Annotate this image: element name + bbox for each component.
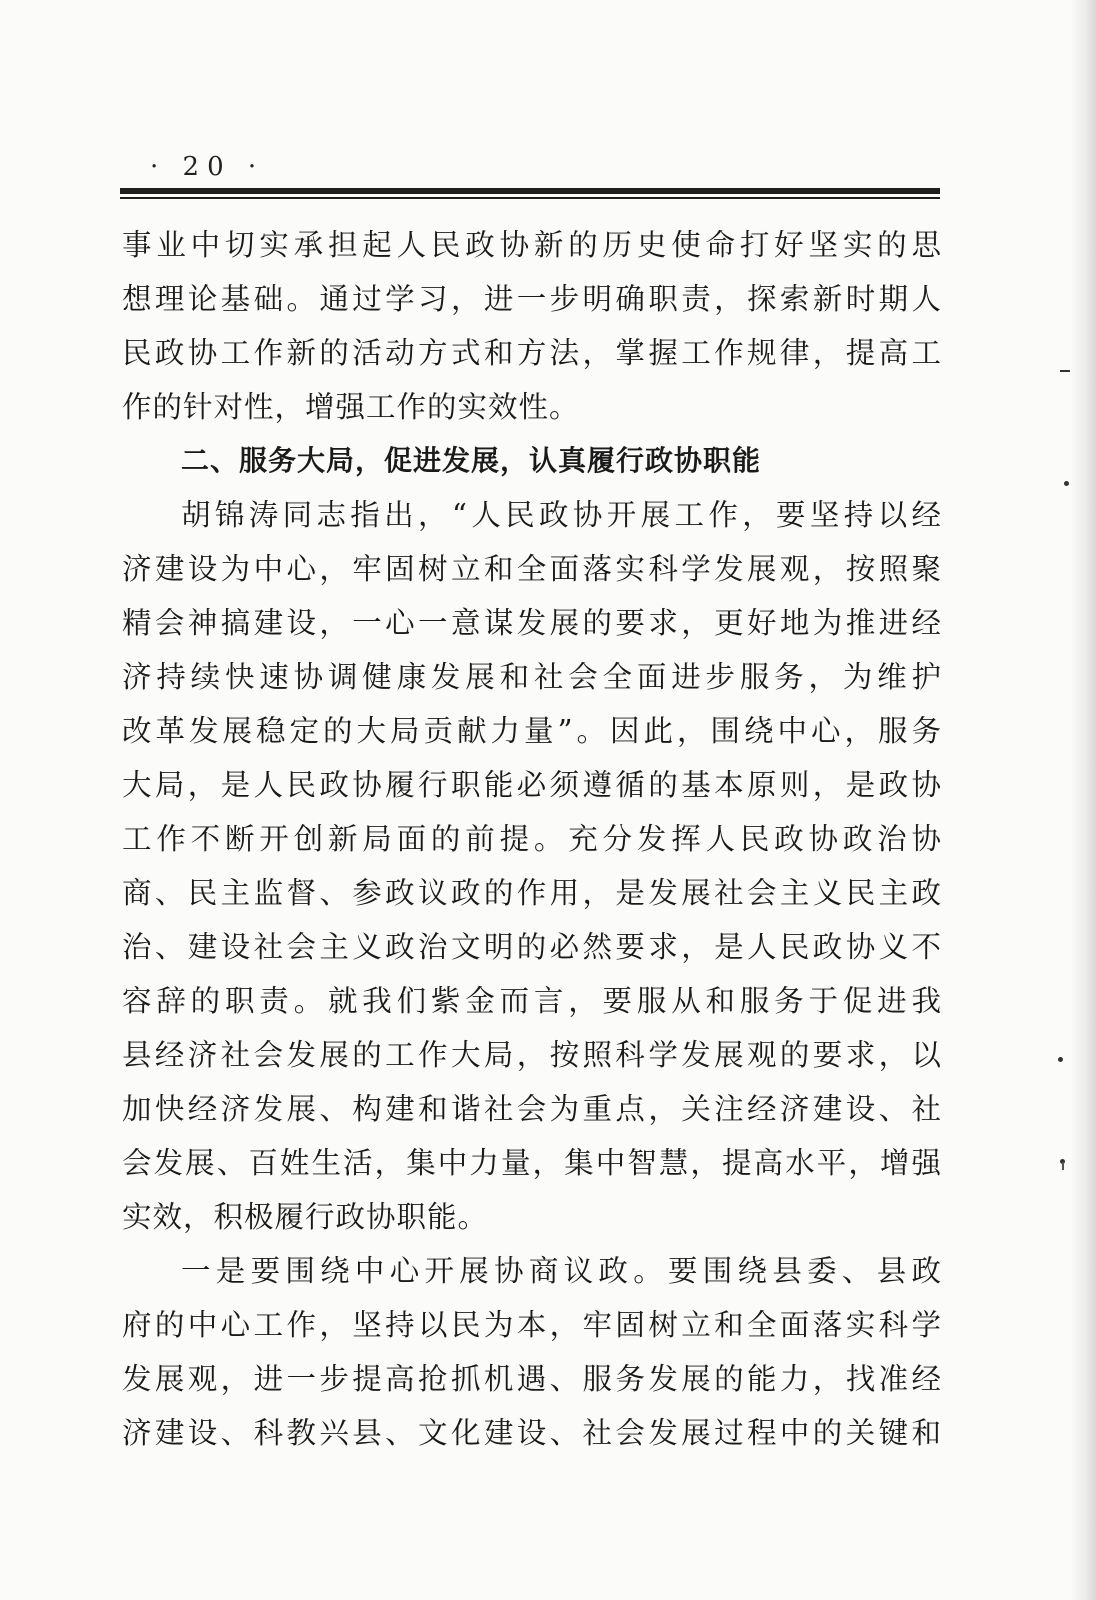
text-line: 实效，积极履行政协职能。: [122, 1200, 489, 1234]
scan-mark: [1062, 1162, 1064, 1170]
text-line: 民政协工作新的活动方式和方法，掌握工作规律，提高工: [122, 336, 942, 370]
text-line: 想理论基础。通过学习，进一步明确职责，探索新时期人: [122, 282, 942, 316]
text-line: 县经济社会发展的工作大局，按照科学发展观的要求，以: [122, 1038, 942, 1072]
page-edge-shadow: [1070, 0, 1096, 1600]
body-text: [122, 218, 942, 1460]
text-line: 容辞的职责。就我们紫金而言，要服从和服务于促进我: [122, 984, 942, 1018]
text-line: 会发展、百姓生活，集中力量，集中智慧，提高水平，增强: [122, 1146, 942, 1180]
section-heading: 二、服务大局，促进发展，认真履行政协职能: [181, 444, 762, 477]
text-line: 商、民主监督、参政议政的作用，是发展社会主义民主政: [122, 876, 942, 910]
text-line: 济建设、科教兴县、文化建设、社会发展过程中的关键和: [122, 1416, 942, 1450]
text-line: 作的针对性，增强工作的实效性。: [122, 390, 580, 424]
text-line: 大局，是人民政协履行职能必须遵循的基本原则，是政协: [122, 768, 942, 802]
text-line: 胡锦涛同志指出，“人民政协开展工作，要坚持以经: [181, 498, 942, 532]
text-line: 府的中心工作，坚持以民为本，牢固树立和全面落实科学: [122, 1308, 942, 1342]
text-line: 事业中切实承担起人民政协新的历史使命打好坚实的思: [122, 228, 942, 262]
text-line: 发展观，进一步提高抢抓机遇、服务发展的能力，找准经: [122, 1362, 942, 1396]
text-line: 精会神搞建设，一心一意谋发展的要求，更好地为推进经: [122, 606, 942, 640]
text-line: 加快经济发展、构建和谐社会为重点，关注经济建设、社: [122, 1092, 942, 1126]
header-rule-thick: [120, 188, 940, 194]
text-line: 工作不断开创新局面的前提。充分发挥人民政协政治协: [122, 822, 942, 856]
scan-mark: [1060, 370, 1070, 372]
text-line: 济建设为中心，牢固树立和全面落实科学发展观，按照聚: [122, 552, 942, 586]
header-rule-thin: [120, 197, 940, 199]
text-line: 改革发展稳定的大局贡献力量”。因此，围绕中心，服务: [122, 714, 942, 748]
text-line: 济持续快速协调健康发展和社会全面进步服务，为维护: [122, 660, 942, 694]
scan-speck: [1064, 481, 1069, 486]
text-line: 治、建设社会主义政治文明的必然要求，是人民政协义不: [122, 930, 942, 964]
page-number: · 20 ·: [150, 152, 265, 182]
scan-speck: [1058, 1057, 1063, 1062]
text-line: 一是要围绕中心开展协商议政。要围绕县委、县政: [181, 1254, 942, 1288]
